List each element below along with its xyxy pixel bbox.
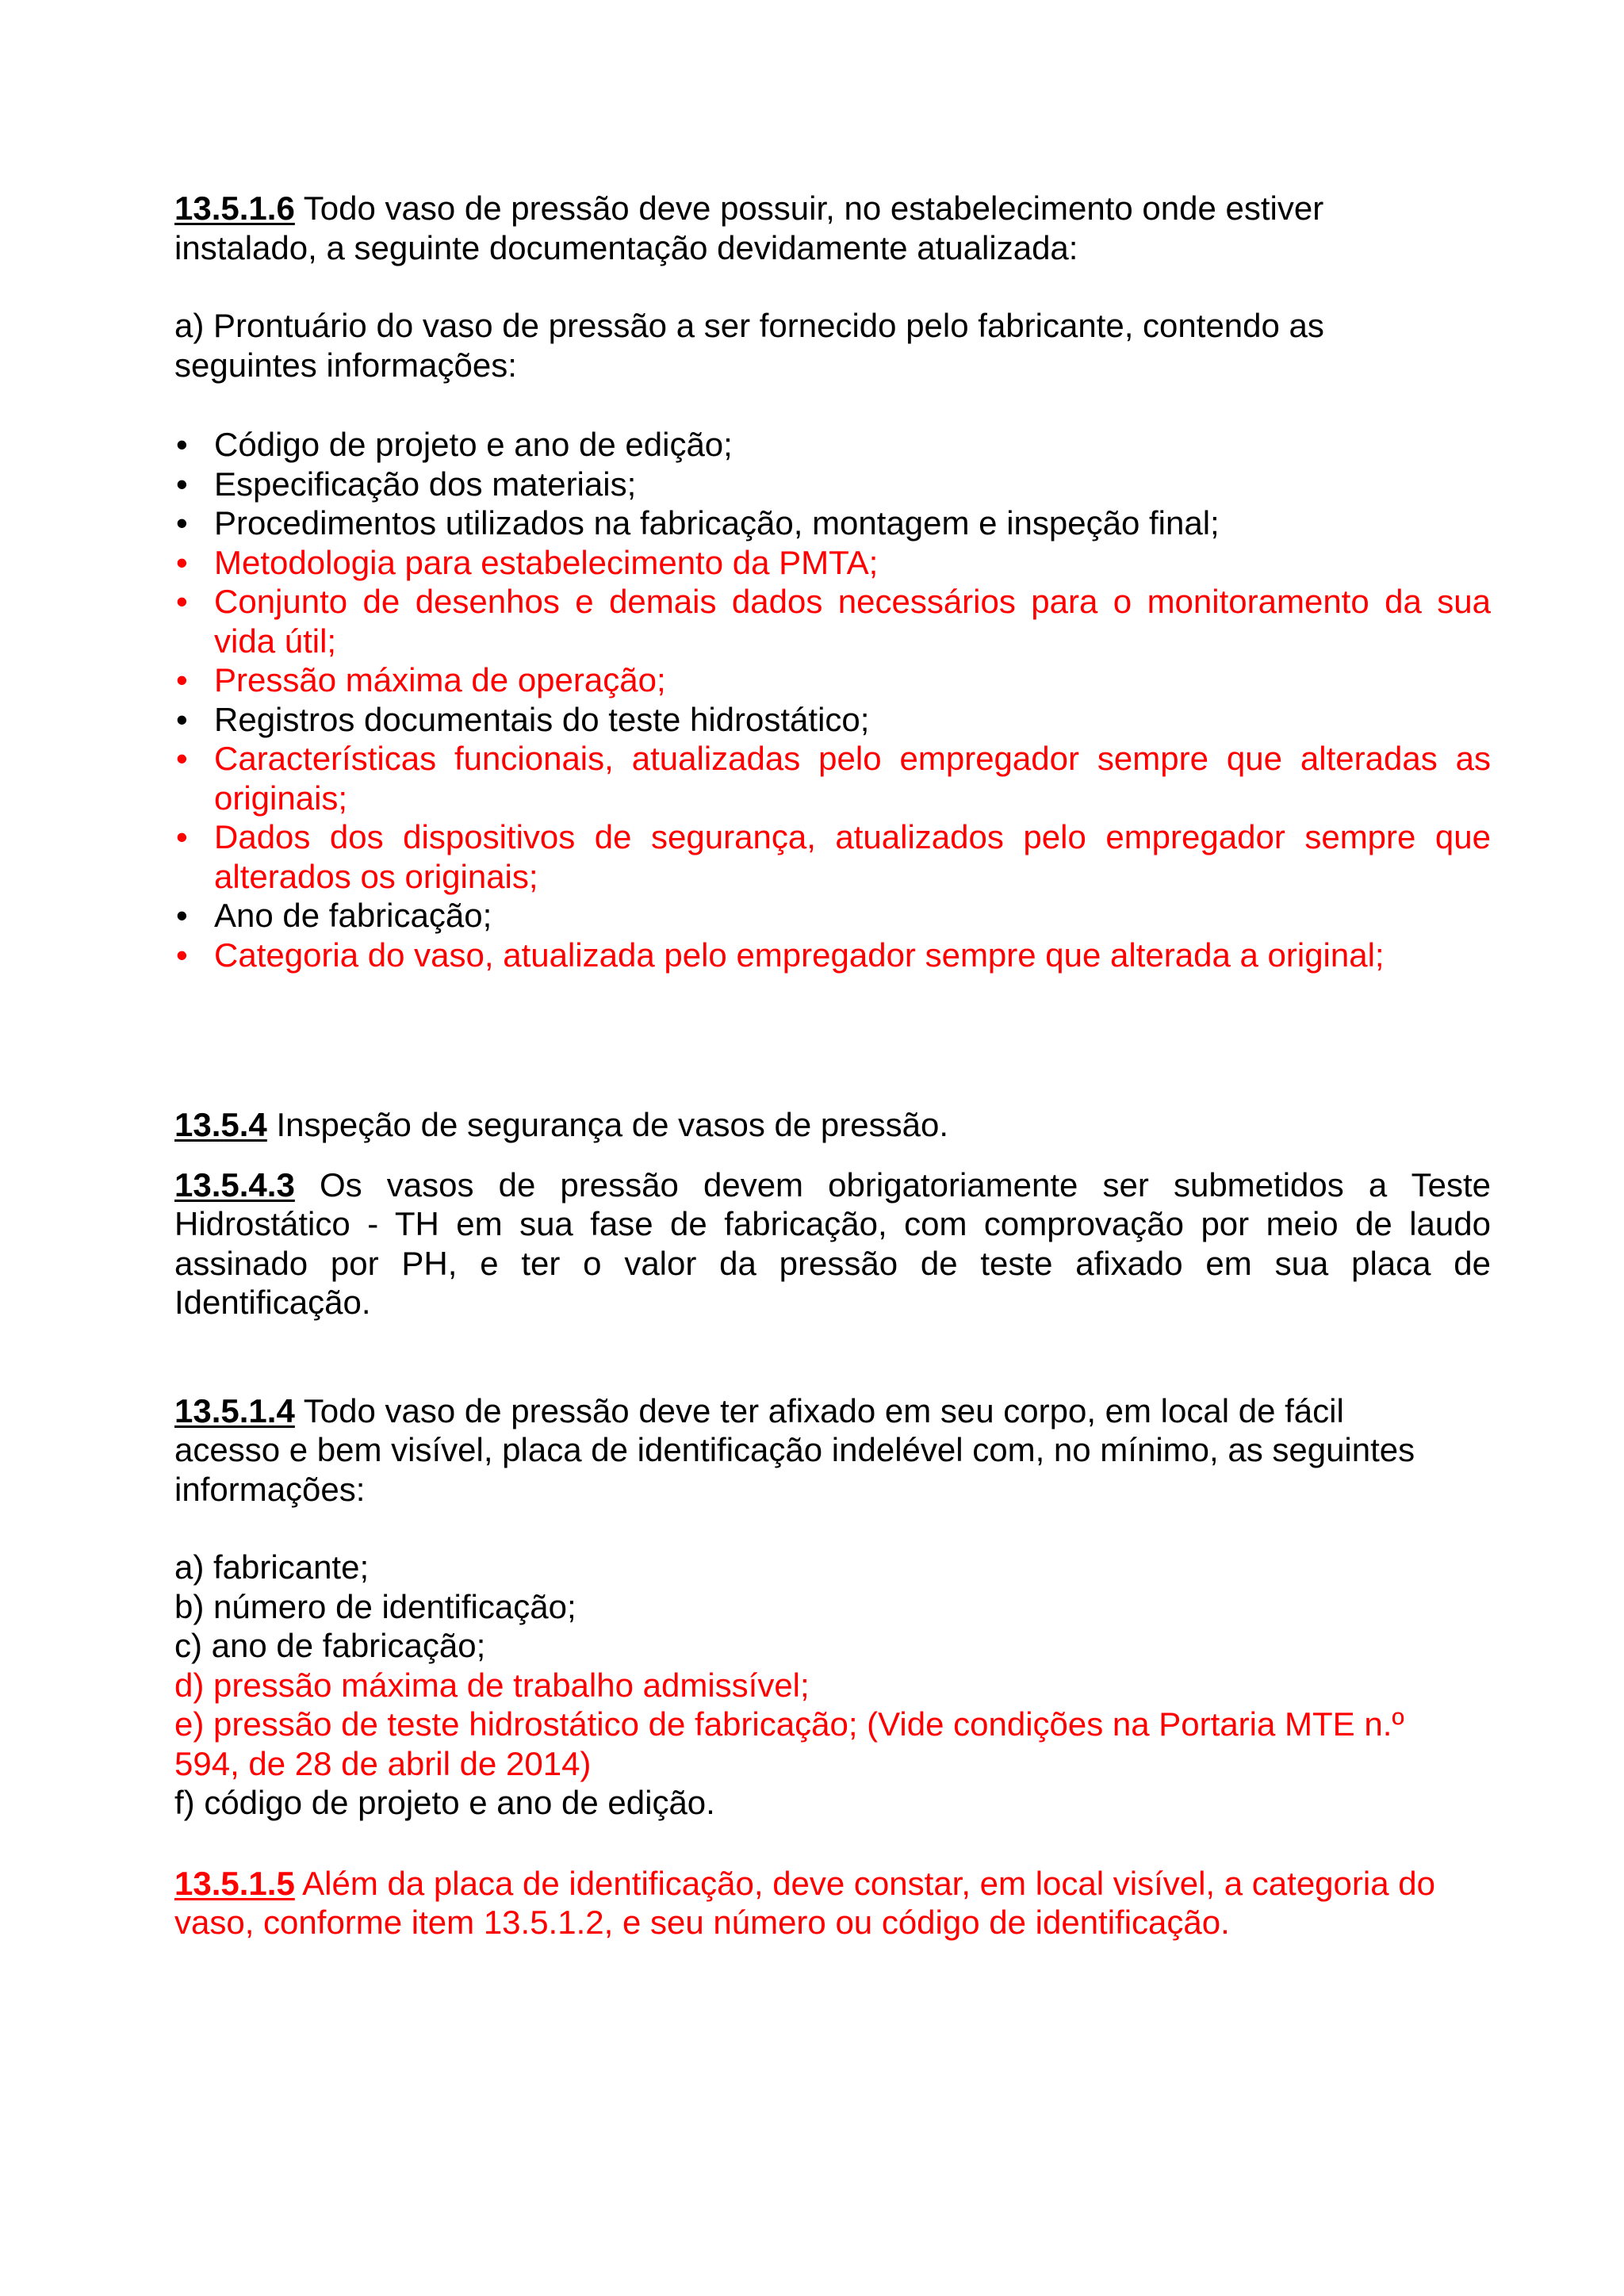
section-13-5-1-5-line-1 (174, 1864, 1491, 1904)
list-item: • Pressão máxima de operação; (176, 661, 666, 698)
list-item: d) pressão máxima de trabalho admissível; (174, 1666, 810, 1704)
bullet-icon: • (176, 818, 188, 855)
section-number: 13.5.1.4 (174, 1391, 295, 1429)
section-13-5-1-6-line-1 (174, 189, 1491, 228)
list-item: • Características funcionais, atualizadas pelo empregador sempre que alteradas as originais; (176, 740, 1491, 817)
section-13-5-4 (174, 1105, 1491, 1145)
section-text: Todo vaso de pressão deve ter afixado em seu corpo, em local de fácil (294, 1391, 1344, 1429)
identification-plate-list (174, 1548, 1491, 1823)
section-13-5-1-4-line-3: informações: (174, 1470, 366, 1508)
bullet-icon: • (176, 700, 188, 738)
list-item: 594, de 28 de abril de 2014) (174, 1744, 592, 1782)
item-a-prontuario (174, 306, 1491, 385)
list-item: c) ano de fabricação; (174, 1627, 486, 1664)
list-item: f) código de projeto e ano de edição. (174, 1784, 715, 1821)
list-item: b) número de identificação; (174, 1587, 576, 1625)
section-13-5-1-4 (174, 1391, 1491, 1510)
section-13-5-4-3 (174, 1165, 1491, 1322)
section-number: 13.5.4 (174, 1106, 267, 1143)
section-number: 13.5.1.5 (174, 1864, 295, 1902)
section-13-5-1-4-line-2: acesso e bem visível, placa de identificação indelével com, no mínimo, as seguintes (174, 1431, 1415, 1468)
section-13-5-1-5 (174, 1864, 1491, 1942)
section-13-5-1-5-line-2: vaso, conforme item 13.5.1.2, e seu número ou código de identificação. (174, 1904, 1230, 1941)
prontuario-bullet-list (174, 425, 1491, 974)
bullet-icon: • (176, 740, 188, 777)
bullet-icon: • (176, 543, 188, 581)
bullet-icon: • (176, 583, 188, 620)
bullet-icon: • (176, 504, 188, 541)
section-13-5-1-6 (174, 189, 1491, 267)
section-text: Inspeção de segurança de vasos de pressão. (266, 1106, 949, 1143)
bullet-icon: • (176, 426, 188, 463)
list-item: • Procedimentos utilizados na fabricação, montagem e inspeção final; (176, 504, 1220, 541)
section-number: 13.5.1.6 (174, 189, 295, 227)
section-number: 13.5.4.3 (174, 1165, 295, 1203)
bullet-icon: • (176, 661, 188, 698)
section-13-5-1-6-line-2: instalado, a seguinte documentação devidamente atualizada: (174, 228, 1078, 266)
section-text: Todo vaso de pressão deve possuir, no estabelecimento onde estiver (294, 189, 1324, 227)
list-item: • Código de projeto e ano de edição; (176, 426, 733, 463)
list-item: • Categoria do vaso, atualizada pelo empregador sempre que alterada a original; (176, 936, 1385, 974)
bullet-icon: • (176, 465, 188, 503)
list-item: • Registros documentais do teste hidrostático; (176, 700, 870, 738)
list-item: • Ano de fabricação; (176, 897, 492, 934)
list-item: • Metodologia para estabelecimento da PMTA; (176, 543, 879, 581)
list-item: • Especificação dos materiais; (176, 465, 637, 503)
document-page (174, 189, 1491, 1942)
section-13-5-1-4-line-1 (174, 1391, 1491, 1431)
list-item: a) fabricante; (174, 1548, 370, 1586)
list-item: • Dados dos dispositivos de segurança, atualizados pelo empregador sempre que alterados os originais; (176, 818, 1491, 895)
section-text: Além da placa de identificação, deve constar, em local visível, a categoria do (294, 1864, 1435, 1902)
bullet-icon: • (176, 936, 188, 974)
item-a-line-1: a) Prontuário do vaso de pressão a ser fornecido pelo fabricante, contendo as (174, 307, 1324, 344)
bullet-icon: • (176, 897, 188, 934)
list-item: e) pressão de teste hidrostático de fabricação; (Vide condições na Portaria MTE n.º (174, 1705, 1404, 1743)
list-item: • Conjunto de desenhos e demais dados necessários para o monitoramento da sua vida útil; (176, 583, 1491, 660)
section-text: Os vasos de pressão devem obrigatoriamente ser submetidos a Teste Hidrostático - TH em sua fase de fabricação, com comprovação por meio de laudo assinado por PH, e ter o valor da pressão de teste afixado em sua placa de Identificação. (174, 1165, 1491, 1321)
item-a-line-2: seguintes informações: (174, 346, 517, 384)
